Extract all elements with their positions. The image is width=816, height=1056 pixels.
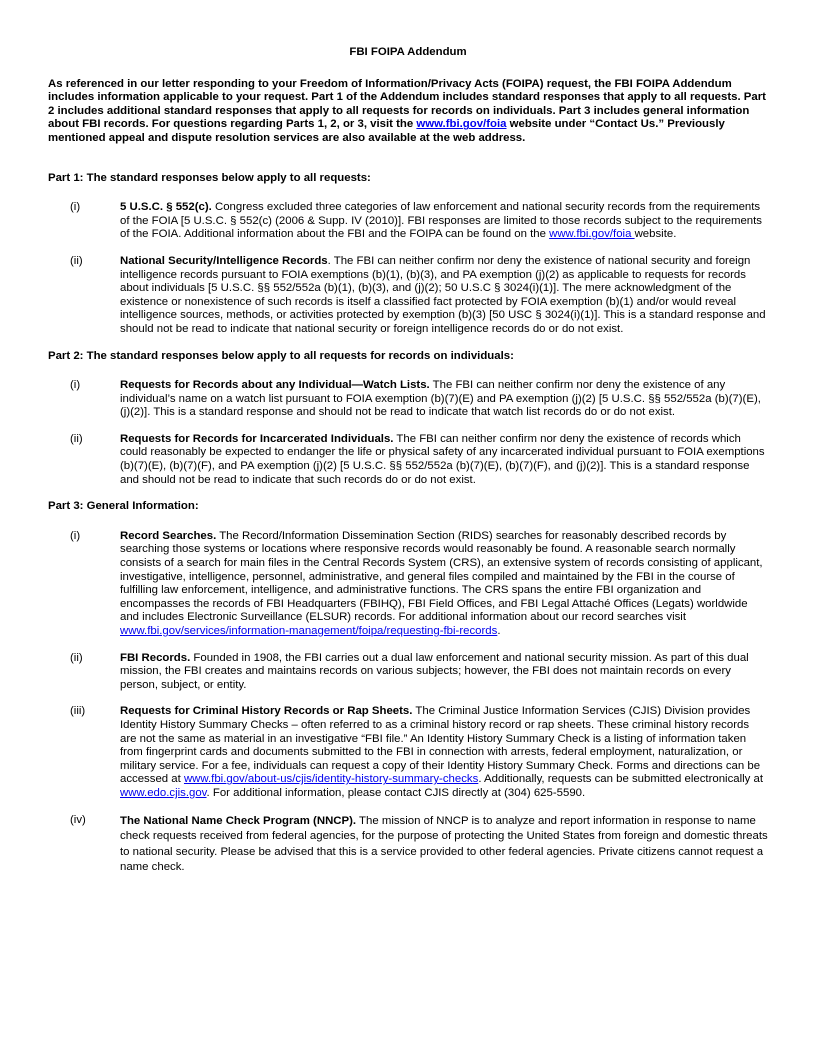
intro-paragraph [48,78,768,146]
item-title: FBI Records. [120,651,191,664]
item-text: Congress excluded three categories of law enforcement and national security records from the requirements of the FOIA [5 U.S.C. § 552(c) (2006 & Supp. IV (2010)]. FBI responses are limited to those records subject to the requirements of the FOIA. Additional information about the FBI and the FOIPA can be found on the [120,201,762,241]
item-text: The FBI can neither confirm nor deny the existence of any individual’s name on a watch list pursuant to FOIA exemption (b)(7)(E) and PA exemption (j)(2) [5 U.S.C. §§ 552/552a (b)(7)(E), (j)(2)]. This is a standard response and should not be read to indicate that watch list records do or do not exist. [120,379,761,419]
item-title: Requests for Records about any Individual—Watch Lists. [120,379,430,392]
item-text: The FBI can neither confirm nor deny the existence of records which could reasonably be expected to endanger the life or physical safety of any incarcerated individual pursuant to FOIA exemptions (b)(7)(E), (b)(7)(F), and PA exemption (j)(2) [5 U.S.C. §§ 552/552a (b)(7)(E), (b)(7)(F), and (j)(2)]. This is a standard response and should not be read to indicate that such records do or do not exist. [120,432,765,486]
part1-item [48,255,768,337]
requesting-records-link[interactable]: www.fbi.gov/services/information-management/foipa/requesting-fbi-records [120,625,498,637]
addendum-page [48,46,768,889]
part3-item [48,705,768,800]
part1-heading: Part 1: The standard responses below apply to all requests: [48,171,371,184]
intro-text-end: website under “Contact Us.” Previously mentioned appeal and dispute resolution services are also available at the web address. [48,118,725,144]
part3-item [48,814,768,876]
item-text: The Record/Information Dissemination Section (RIDS) searches for reasonably described records by searching those systems or locations where responsive records would reasonably be found. A reasonable search normally consists of a search for main files in the Central Records System (CRS), an extensive system of records consisting of applicant, investigative, intelligence, personnel, administrative, and general files compiled and maintained by the FBI in the course of fulfilling law enforcement, intelligence, and administrative functions. The CRS spans the entire FBI organization and encompasses the records of FBI Headquarters (FBIHQ), FBI Field Offices, and FBI Legal Attaché Offices (Legats) worldwide and includes Electronic Surveillance (ELSUR) records. For additional information about our record searches visit [120,529,763,624]
foia-link[interactable]: www.fbi.gov/foia [416,118,507,131]
item-title: Requests for Records for Incarcerated Individuals. [120,432,394,445]
item-title: Requests for Criminal History Records or Rap Sheets. [120,705,413,718]
part3-item [48,652,768,693]
item-text: Founded in 1908, the FBI carries out a dual law enforcement and national security mission. As part of this dual mission, the FBI creates and maintains records on various subjects; however, the FBI does not maintain records on every person, subject, or entity. [120,651,749,691]
item-body [120,433,768,487]
foia-link[interactable]: www.fbi.gov/foia [549,228,635,241]
intro-text: As referenced in our letter responding to your Freedom of Information/Privacy Acts (FOIPA) request, the FBI FOIPA Addendum includes information applicable to your request. Part 1 of the Addendum includes standard responses that apply to all requests. Part 2 includes additional standard responses that apply to all requests for records on individuals. Part 3 includes general information about FBI records. For questions regarding Parts 1, 2, or 3, visit the [48,77,766,131]
page-title: FBI FOIPA Addendum [349,46,467,58]
item-body [120,530,768,639]
item-number: (ii) [70,432,83,445]
item-text: The mission of NNCP is to analyze and report information in response to name check requests received from federal agencies, for the purpose of protecting the United States from foreign and domestic threats to national security. Please be advised that this is a service provided to other federal agencies. Private citizens cannot request a name check. [120,814,768,874]
item-body [120,255,768,337]
edo-cjis-link[interactable]: www.edo.cjis.gov [120,786,207,799]
item-body [120,814,768,876]
part2-heading: Part 2: The standard responses below apply to all requests for records on individuals: [48,349,514,362]
item-title: 5 U.S.C. § 552(c). [120,201,212,214]
item-number: (iv) [70,813,86,826]
item-number: (i) [70,529,81,542]
item-text-end: . For additional information, please contact CJIS directly at (304) 625-5590. [206,786,586,799]
item-text-mid: . Additionally, requests can be submitted electronically at [478,773,764,786]
identity-history-link[interactable]: www.fbi.gov/about-us/cjis/identity-history-summary-checks [183,773,479,786]
item-text-end: . [497,625,501,637]
item-number: (i) [70,201,81,214]
item-number: (ii) [70,651,83,664]
part2-item [48,379,768,420]
part2-item [48,433,768,487]
item-body [120,705,768,800]
item-body [120,652,768,693]
item-title: The National Name Check Program (NNCP). [120,814,357,827]
part3-item [48,530,768,639]
item-number: (i) [70,379,81,392]
item-title: Record Searches. [120,529,217,542]
item-number: (iii) [70,705,86,718]
item-body [120,379,768,420]
part1-item [48,201,768,242]
item-text: The Criminal Justice Information Services (CJIS) Division provides Identity History Summary Checks – often referred to as a criminal history record or rap sheets. These criminal history records are not the same as material in an investigative “FBI file.” An Identity History Summary Check is a listing of information taken from fingerprint cards and documents submitted to the FBI in connection with arrests, federal employment, naturalization, or military service. For a fee, individuals can request a copy of their Identity History Summary Check. Forms and directions can be accessed at [120,705,761,786]
item-number: (ii) [70,254,83,267]
item-text: . The FBI can neither confirm nor deny the existence of national security and foreign intelligence records pursuant to FOIA exemptions (b)(1), (b)(3), and PA exemption (j)(2) as applicable to requests for records about individuals [5 U.S.C. §§ 552/552a (b)(1), (b)(3), and (j)(2); 50 U.S.C § 3024(i)(1)]. The mere acknowledgment of the existence or nonexistence of such records is itself a classified fact protected by FOIA exemption (b)(1) and/or would reveal intelligence sources, methods, or activities protected by exemption (b)(3) [50 USC § 3024(i)(1)]. This is a standard response and should not be read to indicate that national security or foreign intelligence records do or do not exist. [120,254,766,335]
item-title: National Security/Intelligence Records [120,254,328,267]
part3-heading: Part 3: General Information: [48,500,199,513]
item-body [120,201,768,242]
item-text-end: website. [634,228,677,241]
